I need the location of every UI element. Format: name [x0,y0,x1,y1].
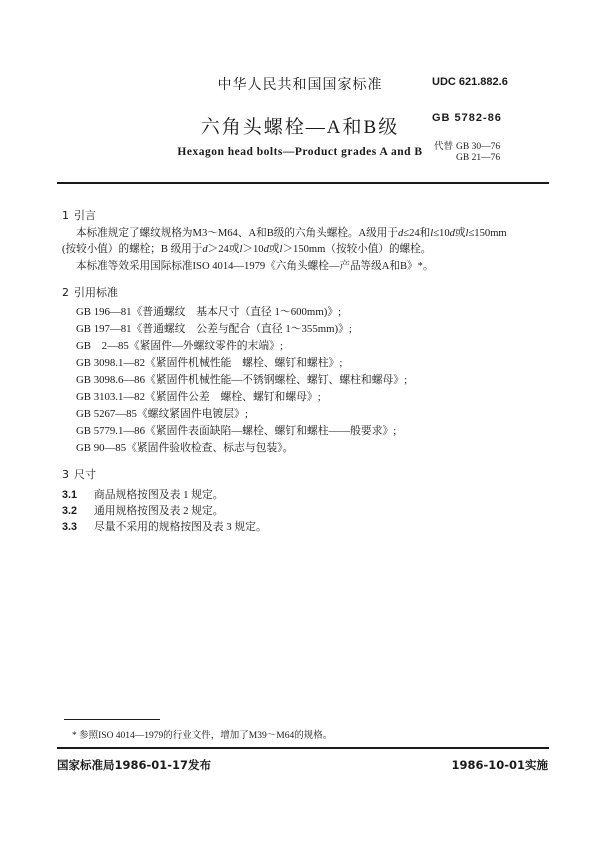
reference-item: GB 197—81《普通螺纹 公差与配合（直径 1～355mm)》; [76,323,352,335]
reference-item: GB 2—85《紧固件—外螺纹零件的末端》; [76,340,283,352]
subsection-number: 3.3 [62,521,78,533]
reference-item: GB 3098.1—82《紧固件机械性能 螺栓、螺钉和螺柱》; [76,357,343,369]
standard-type-heading: 中华人民共和国国家标准 [217,77,383,93]
section-title: 引用标准 [74,286,118,299]
section-1-para-1-line-2: (按较小值）的螺栓；B 级用于d＞24或l＞10d或l＞150mm（按较小值）的螺栓。 [62,244,432,255]
section-number: 2 [62,286,69,299]
subsection-number: 3.1 [62,489,78,501]
replaces-label: 代替 [434,142,454,152]
section-1-heading [62,207,96,223]
section-1-para-2: 本标准等效采用国际标准ISO 4014—1979《六角头螺栓—产品等级A和B》*。 [76,261,434,272]
section-title: 尺寸 [74,468,96,481]
reference-item: GB 5267—85《螺纹紧固件电镀层》; [76,408,248,420]
section-title: 引言 [74,209,96,222]
udc-code: UDC 621.882.6 [432,76,508,88]
subsection-text: 尽量不采用的规格按图及表 3 规定。 [94,521,267,533]
document-title-en: Hexagon head bolts—Product grades A and B [177,146,423,158]
subsection-item [62,503,224,518]
issue-date: 国家标准局1986-01-17发布 [57,758,212,772]
replaces-item: GB 21—76 [456,153,501,163]
reference-item: GB 196—81《普通螺纹 基本尺寸（直径 1～600mm)》; [76,306,342,318]
reference-item: GB 3103.1—82《紧固件公差 螺栓、螺钉和螺母》; [76,391,321,403]
footnote-divider [64,719,160,720]
replaces-block [434,142,500,164]
implementation-date: 1986-10-01实施 [451,758,548,772]
reference-item: GB 3098.6—86《紧固件机械性能—不锈钢螺栓、螺钉、螺柱和螺母》; [76,374,408,386]
section-number: 3 [62,468,69,481]
gb-number: GB 5782-86 [432,112,502,124]
section-1-para-1-line-1: 本标准规定了螺纹规格为M3～M64、A和B级的六角头螺栓。A级用于d≤24和l≤10d或l≤150mm [76,228,507,239]
subsection-text: 通用规格按图及表 2 规定。 [94,505,224,517]
subsection-text: 商品规格按图及表 1 规定。 [94,489,224,501]
section-2-heading [62,284,118,300]
section-number: 1 [62,209,69,222]
subsection-number: 3.2 [62,505,78,517]
reference-item: GB 90—85《紧固件验收检查、标志与包装》。 [76,442,294,454]
replaces-item: GB 30—76 [456,142,501,152]
section-3-heading [62,466,96,482]
document-title-zh: 六角头螺栓—A和B级 [200,117,400,138]
reference-item: GB 5779.1—86《紧固件表面缺陷—螺栓、螺钉和螺柱——般要求》; [76,425,397,437]
subsection-item [62,487,224,502]
header-divider [57,182,549,184]
footnote: * 参照ISO 4014—1979的行业文件，增加了M39～M64的规格。 [72,731,333,741]
footer-divider [57,747,549,749]
subsection-item [62,519,267,534]
